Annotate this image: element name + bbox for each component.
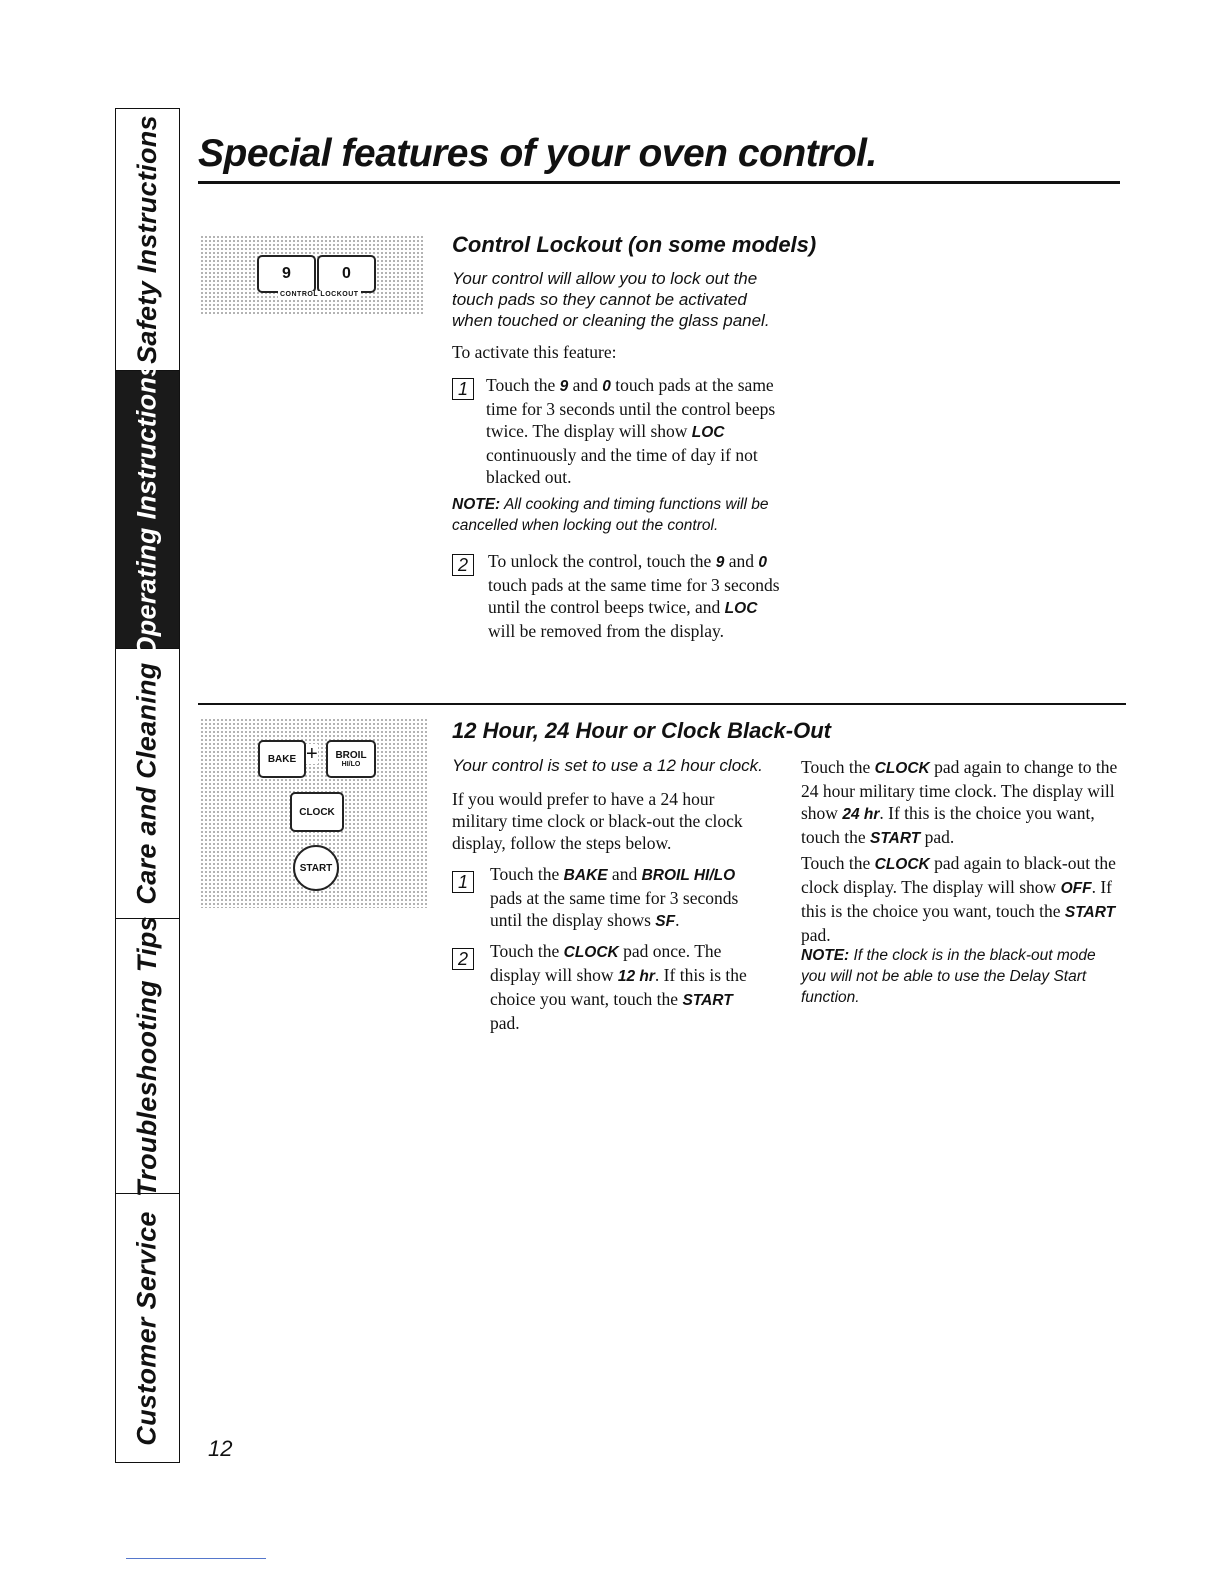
tab-label: Troubleshooting Tips [132,915,162,1197]
lockout-note: NOTE: All cooking and timing functions will be cancelled when locking out the control. [452,496,769,534]
clock-intro: Your control is set to use a 12 hour clock. [452,756,763,775]
key-label: 9 [282,265,291,282]
tab-care-and-cleaning[interactable] [116,649,179,919]
activate-text: To activate this feature: [452,342,617,362]
lockout-step-1 [452,374,782,486]
step-number: 2 [452,948,474,970]
pad-label: START [299,862,333,874]
step-text: Touch the BAKE and BROIL HI/LO pads at the same time for 3 seconds until the display shows SF. [490,864,739,930]
pad-label: BAKE [267,753,297,765]
step-text: To unlock the control, touch the 9 and 0 touch pads at the same time for 3 seconds until the control beeps twice, and LOC will be removed from the display. [488,551,780,641]
clock-note: NOTE: If the clock is in the black-out mode you will not be able to use the Delay Start function. [801,947,1096,1006]
lockout-intro: Your control will allow you to lock out the touch pads so they cannot be activated when touched or cleaning the glass panel. [452,269,770,330]
section-divider [198,703,1126,705]
key-label: 0 [342,265,351,282]
tab-label: Safety Instructions [132,115,163,364]
bake-pad [258,740,306,778]
footer-rule [126,1558,266,1559]
clock-pad [290,792,344,832]
broil-pad [326,740,376,778]
step-text: Touch the CLOCK pad once. The display will show 12 hr. If this is the choice you want, touch the START pad. [490,941,747,1033]
tab-label: Operating Instructions [132,361,162,658]
pad-label: CLOCK [299,806,335,818]
clock-step-1 [452,863,782,931]
tab-operating-instructions[interactable] [116,361,179,658]
control-lockout-illustration [200,235,425,315]
step-number: 1 [452,378,474,400]
tab-troubleshooting-tips[interactable] [116,915,179,1197]
clock-24-hour-para: Touch the CLOCK pad again to change to the 24 hour military time clock. The display will show 24 hr. If this is the choice you want, touch the START pad. [801,757,1118,847]
clock-para: If you would prefer to have a 24 hour military time clock or black-out the clock display, follow the steps below. [452,789,743,853]
clock-step-2 [452,940,782,1033]
clock-heading: 12 Hour, 24 Hour or Clock Black-Out [452,718,831,743]
tab-safety-instructions[interactable] [116,109,179,371]
start-pad [293,845,339,891]
step-number: 1 [452,871,474,893]
section-tab-bar [115,108,180,1463]
keypad-0 [317,255,376,293]
tab-label: Customer Service [132,1210,162,1446]
keypad-9 [257,255,316,293]
step-number: 2 [452,554,474,576]
title-divider [198,181,1120,184]
pad-sublabel: HI/LO [341,761,361,768]
tab-customer-service[interactable] [116,1194,179,1462]
clock-blackout-para: Touch the CLOCK pad again to black-out the clock display. The display will show OFF. If this is the choice you want, touch the START pad. [801,853,1116,945]
tab-label: Care and Cleaning [132,662,162,905]
step-text: Touch the 9 and 0 touch pads at the same time for 3 seconds until the control beeps twice. The display will show LOC continuously and the time of day if not blacked out. [486,375,776,487]
page-title: Special features of your oven control. [198,132,877,175]
clock-setting-illustration [200,718,428,908]
plus-sign: + [306,743,318,765]
pad-label: BROIL [335,750,367,761]
lockout-step-2 [452,550,782,662]
lockout-heading: Control Lockout (on some models) [452,232,817,257]
lockout-caption: CONTROL LOCKOUT [280,291,359,298]
page-number: 12 [208,1436,233,1461]
